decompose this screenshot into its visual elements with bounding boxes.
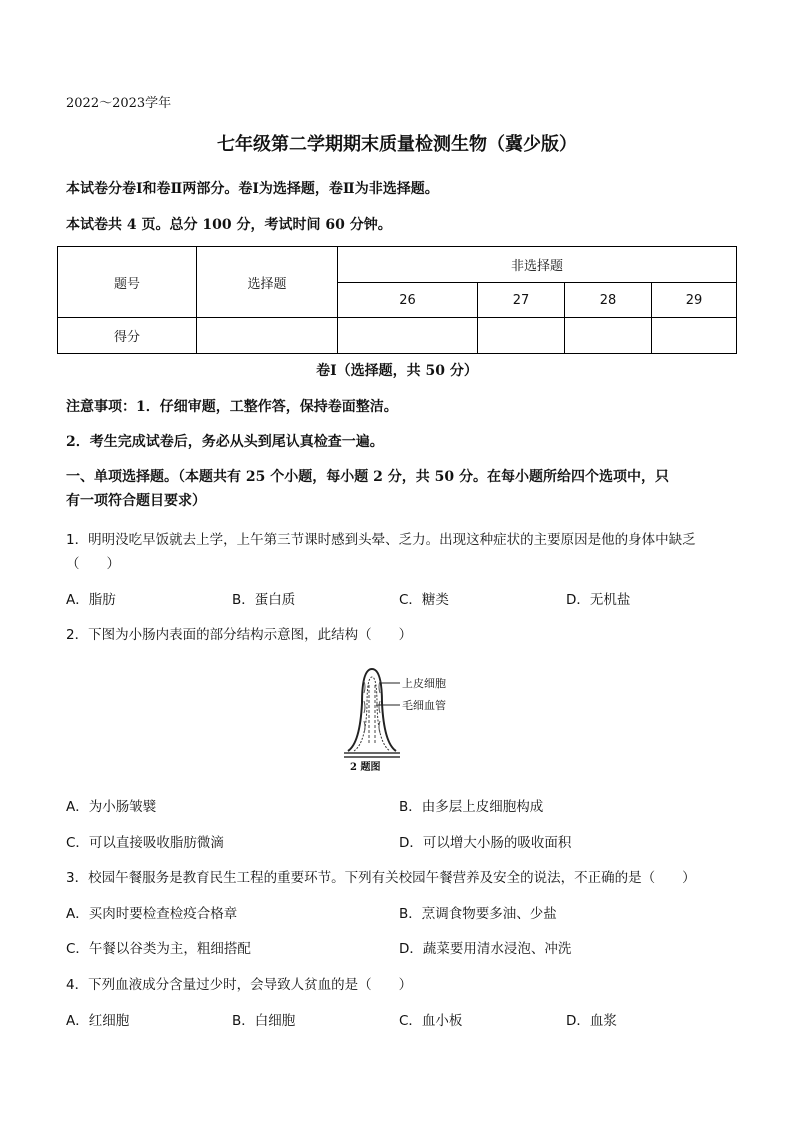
notice-2: 2．考生完成试卷后，务必从头到尾认真检查一遍。 [66,434,384,450]
q3-option-b[interactable]: B．烹调食物要多油、少盐 [399,906,557,922]
q1-stem: 1．明明没吃早饭就去上学，上午第三节课时感到头晕、乏力。出现这种症状的主要原因是他的身体中缺乏 [66,532,696,548]
q2-option-b[interactable]: B．由多层上皮细胞构成 [399,799,544,815]
q4-option-b[interactable]: B．白细胞 [232,1013,296,1029]
q2-option-a[interactable]: A．为小肠皱襞 [66,799,157,815]
intro-line-2: 本试卷共 4 页。总分 100 分，考试时间 60 分钟。 [66,217,392,233]
label-epithelial-cell: 上皮细胞 [402,677,446,690]
section-title: 卷Ⅰ（选择题，共 50 分） [316,363,478,379]
score-cell-26[interactable] [338,318,478,354]
section-instructions-line-2: 有一项符合题目要求） [66,493,206,509]
q1-option-b[interactable]: B．蛋白质 [232,592,296,608]
q1-answer-blank: （ ） [66,556,120,572]
header-q27: 27 [478,283,565,318]
q2-option-c[interactable]: C．可以直接吸收脂肪微滴 [66,835,224,851]
q4-option-a[interactable]: A．红细胞 [66,1013,130,1029]
notice-1: 注意事项：1．仔细审题，工整作答，保持卷面整洁。 [66,399,398,415]
q4-option-d[interactable]: D．血浆 [566,1013,617,1029]
row-score-label: 得分 [58,318,197,354]
villus-diagram [340,663,460,773]
q2-option-d[interactable]: D．可以增大小肠的吸收面积 [399,835,572,851]
section-instructions-line-1: 一、单项选择题。（本题共有 25 个小题，每小题 2 分，共 50 分。在每小题所给四个选项中，只 [66,469,669,485]
header-question-number: 题号 [58,247,197,318]
q1-option-d[interactable]: D．无机盐 [566,592,631,608]
score-cell-28[interactable] [565,318,652,354]
score-table [57,246,737,354]
q3-option-d[interactable]: D．蔬菜要用清水浸泡、冲洗 [399,941,572,957]
school-year: 2022～2023学年 [66,96,172,111]
header-multiple-choice: 选择题 [197,247,338,318]
q2-stem: 2．下图为小肠内表面的部分结构示意图，此结构（ ） [66,627,413,643]
header-q29: 29 [652,283,737,318]
q3-option-c[interactable]: C．午餐以谷类为主，粗细搭配 [66,941,251,957]
score-cell-choice[interactable] [197,318,338,354]
score-cell-29[interactable] [652,318,737,354]
label-capillary: 毛细血管 [402,699,446,712]
q1-option-c[interactable]: C．糖类 [399,592,449,608]
q4-option-c[interactable]: C．血小板 [399,1013,463,1029]
header-q28: 28 [565,283,652,318]
q3-option-a[interactable]: A．买肉时要检查检疫合格章 [66,906,238,922]
q4-stem: 4．下列血液成分含量过少时，会导致人贫血的是（ ） [66,977,413,993]
figure-caption: 2 题图 [350,762,381,773]
q1-option-a[interactable]: A．脂肪 [66,592,116,608]
exam-title: 七年级第二学期期末质量检测生物（冀少版） [217,134,577,155]
q3-stem: 3．校园午餐服务是教育民生工程的重要环节。下列有关校园午餐营养及安全的说法，不正确的是（ ） [66,870,696,886]
header-non-choice: 非选择题 [338,247,737,283]
intro-line-1: 本试卷分卷Ⅰ和卷Ⅱ两部分。卷Ⅰ为选择题，卷Ⅱ为非选择题。 [66,181,439,197]
header-q26: 26 [338,283,478,318]
score-cell-27[interactable] [478,318,565,354]
